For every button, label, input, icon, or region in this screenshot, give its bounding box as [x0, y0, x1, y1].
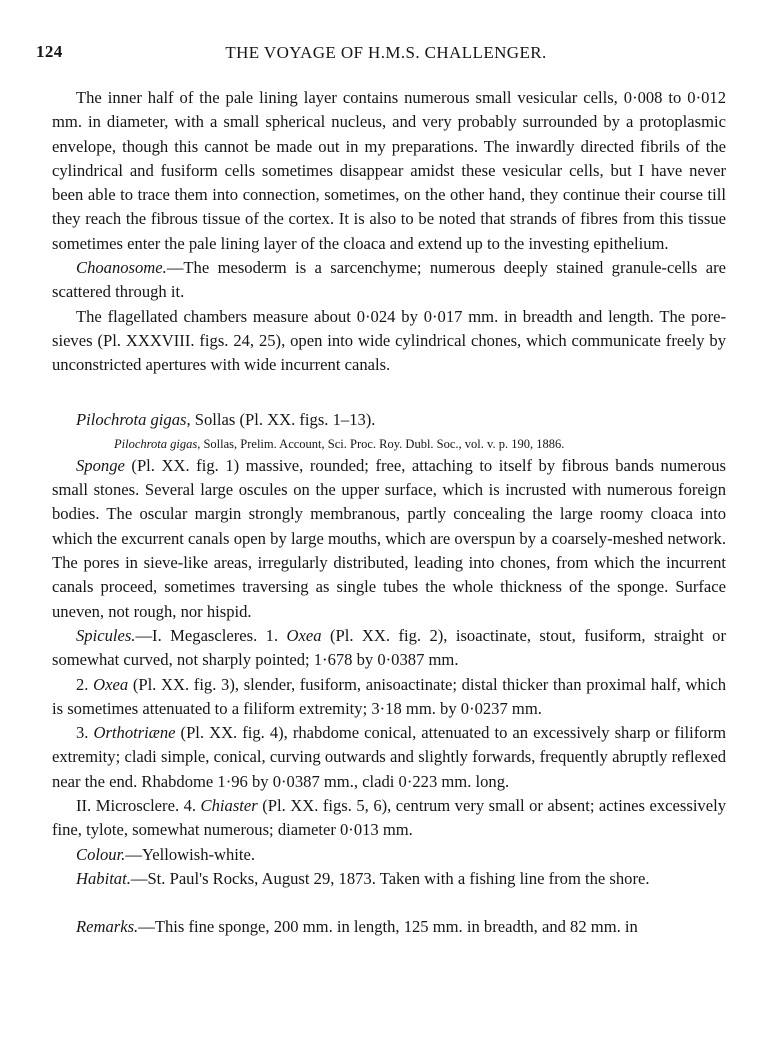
- habitat-label: Habitat.: [76, 868, 131, 888]
- paragraph-flagellated-chambers: The flagellated chambers measure about 0·024 by 0·017 mm. in breadth and length. The pore-sieves (Pl. XXXVIII. figs. 24, 25), open into wide cylindrical chones, which communicate freely by unconstricted apertures with wide incurrent canals.: [52, 306, 726, 375]
- running-title: THE VOYAGE OF H.M.S. CHALLENGER.: [225, 43, 547, 62]
- micro-name: Chiaster: [200, 796, 258, 816]
- colour-text: —Yellowish-white.: [125, 844, 256, 864]
- oxea2-text: (Pl. XX. fig. 3), slender, fusiform, anisoactinate; distal thicker than proximal half, which is sometimes attenuated to a filiform extremity; 3·18 mm. by 0·0237 mm.: [52, 674, 727, 718]
- ortho-name: Orthotriæne: [93, 723, 176, 743]
- species-authority: , Sollas (Pl. XX. figs. 1–13).: [186, 409, 376, 429]
- choanosome-text: —The mesoderm is a sarcenchyme; numerous deeply stained granule-cells are scattered through it.: [52, 258, 726, 302]
- remarks-label: Remarks.: [76, 917, 139, 937]
- spicules-oxea: Oxea: [286, 625, 322, 645]
- spicules-label: Spicules.: [76, 625, 136, 645]
- sponge-text: (Pl. XX. fig. 1) massive, rounded; free, attaching to itself by fibrous bands numerous small stones. Several large oscules on the upper surface, which is incrusted with numerous foreign bodies. The oscular margin strongly membranous, partly concealing the large roomy cloaca into which the excurrent canals open by large mouths, which are overspun by a coarsely-meshed network. The pores in sieve-like areas, irregularly distributed, leading into chones, from which the incurrent canals proceed, sometimes traversing as single tubes the whole thickness of the sponge. Surface uneven, not rough, nor hispid.: [52, 455, 726, 621]
- sponge-label: Sponge: [76, 455, 125, 475]
- species-name: Pilochrota gigas: [76, 409, 187, 429]
- colour-label: Colour.: [76, 844, 126, 864]
- species-heading: [52, 408, 726, 432]
- paragraph-colour: [52, 843, 726, 867]
- ortho-text: (Pl. XX. fig. 4), rhabdome conical, attenuated to an excessively sharp or filiform extremity; cladi simple, conical, curving outwards and slightly forwards, frequently abruptly reflexed near the end. Rhabdome 1·96 by 0·0387 mm., cladi 0·223 mm. long.: [52, 723, 726, 791]
- paragraph-lining-layer: The inner half of the pale lining layer contains numerous small vesicular cells, 0·008 to 0·012 mm. in diameter, with a small spherical nucleus, and very probably surrounded by a protoplasmic envelope, though this cannot be made out in my preparations. The inwardly directed fibrils of the cylindrical and fusiform cells sometimes disappear amidst these vesicular cells, but I have never been able to trace them into connection, sometimes, on the other hand, they continue their course till they reach the fibrous tissue of the cortex. It is also to be noted that strands of fibres from this tissue sometimes enter the pale lining layer of the cloaca and extend up to the investing epithelium.: [52, 88, 726, 253]
- micro-text: (Pl. XX. figs. 5, 6), centrum very small or absent; actines excessively fine, tylote, somewhat numerous; diameter 0·013 mm.: [52, 796, 726, 840]
- citation-text: , Sollas, Prelim. Account, Sci. Proc. Roy. Dubl. Soc., vol. v. p. 190, 1886.: [197, 436, 565, 451]
- habitat-text: —St. Paul's Rocks, August 29, 1873. Taken with a fishing line from the shore.: [130, 868, 650, 888]
- paragraph-oxea-2: [52, 673, 726, 722]
- oxea2-name: Oxea: [93, 674, 129, 694]
- micro-prefix: II. Microsclere. 4.: [76, 796, 201, 816]
- ortho-prefix: 3.: [76, 723, 94, 743]
- page-number: 124: [36, 42, 63, 61]
- paragraph-orthotriaene: [52, 721, 726, 794]
- paragraph-choanosome: [52, 256, 726, 305]
- page-header: [36, 42, 736, 66]
- spicules-text-b: (Pl. XX. fig. 2), isoactinate, stout, fusiform, straight or somewhat curved, not sharply pointed; 1·678 by 0·0387 mm.: [52, 625, 726, 670]
- page-body: [52, 86, 726, 940]
- spicules-text-a: —I. Megascleres. 1.: [135, 625, 287, 645]
- paragraph-spicules: [52, 624, 726, 673]
- paragraph-habitat: [52, 867, 726, 891]
- species-citation: [52, 434, 726, 454]
- oxea2-prefix: 2.: [76, 674, 94, 694]
- remarks-text: —This fine sponge, 200 mm. in length, 125 mm. in breadth, and 82 mm. in: [138, 917, 638, 937]
- paragraph-sponge: [52, 454, 726, 624]
- choanosome-label: Choanosome.: [76, 258, 167, 278]
- paragraph-microsclere: [52, 794, 726, 843]
- paragraph-remarks: [52, 915, 726, 939]
- citation-name: Pilochrota gigas: [114, 436, 198, 451]
